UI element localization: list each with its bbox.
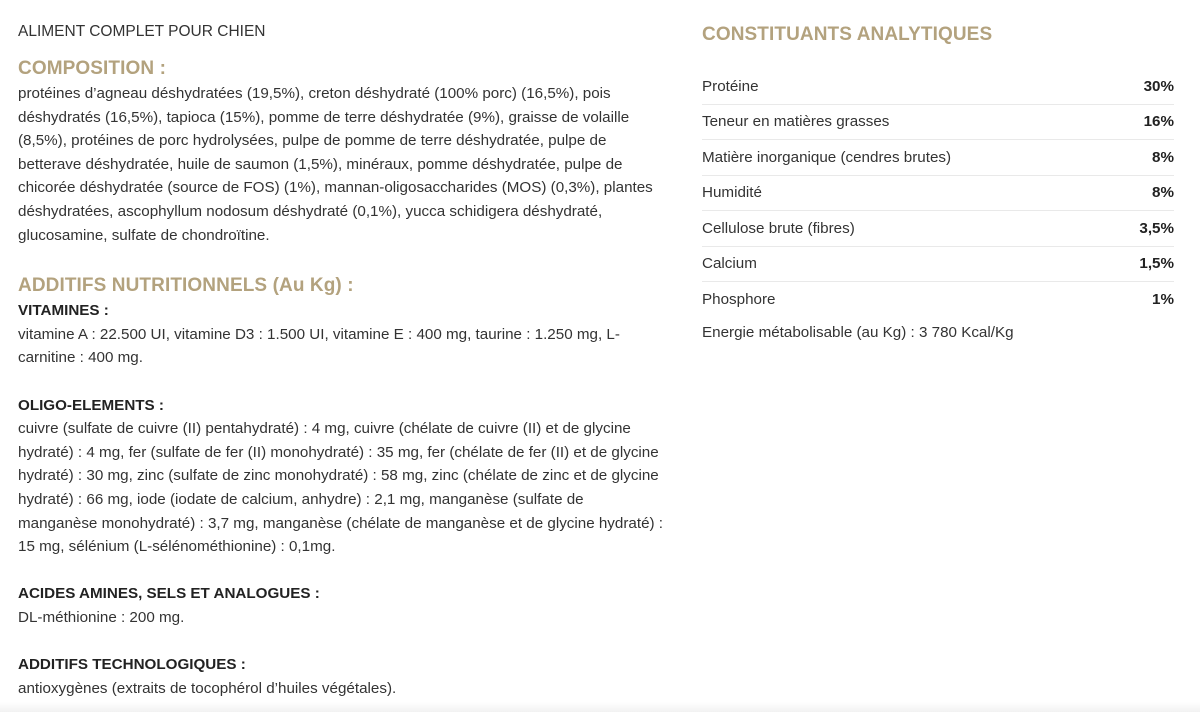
constituent-label: Teneur en matières grasses [702,104,1116,140]
vitamines-heading: VITAMINES : [18,302,109,320]
constituent-value: 1,5% [1116,246,1174,282]
constituent-value: 8% [1116,175,1174,211]
composition-line: protéines d’agneau déshydratées (19,5%), creton déshydraté (100% porc) (16,5%), pois [18,85,611,102]
analytics-table [702,69,1174,317]
composition-line: déshydratés (16,5%), tapioca (15%), pomme de terre déshydratée (9%), graisse de volaille [18,108,630,126]
composition-line: glucosamine, sulfate de chondroïtine. [18,226,270,244]
constituent-value: 8% [1116,140,1174,176]
techno-line: antioxygènes (extraits de tocophérol d’huiles végétales). [18,679,397,697]
oligo-line: hydraté) : 30 mg, zinc (sulfate de zinc monohydraté) : 58 mg, zinc (chélate de zinc et de glycine [18,467,659,485]
table-row [702,69,1174,104]
constituent-value: 1% [1152,290,1174,308]
oligo-line: 15 mg, sélénium (L-sélénométhionine) : 0,1mg. [18,538,336,556]
constituent-value: 16% [1116,104,1174,140]
vitamines-block [18,299,690,370]
composition-line: déshydratées, ascophyllum nodosum déshydraté (0,1%), yucca schidigera déshydraté, [18,202,603,220]
oligo-heading: OLIGO-ELEMENTS : [18,396,164,414]
table-row [702,282,1174,317]
oligo-line: hydraté) : 66 mg, iode (iodate de calcium, anhydre) : 2,1 mg, manganèse (sulfate de [18,490,584,508]
techno-block [18,653,690,700]
composition-line: chicorée déshydratée (source de FOS) (1%), mannan-oligosaccharides (MOS) (0,3%), plantes [18,179,653,197]
analytics-title: CONSTITUANTS ANALYTIQUES [702,24,993,45]
analytics-column [702,20,1174,359]
spacer [18,629,690,653]
table-row [702,104,1174,140]
constituent-label: Calcium [702,246,1116,282]
constituent-label: Protéine [702,69,1116,104]
techno-heading: ADDITIFS TECHNOLOGIQUES : [18,656,246,674]
composition-line: (8,5%), protéines de porc hydrolysées, pulpe de pomme de terre déshydratée, pulpe de [18,132,607,150]
composition-column [18,20,690,700]
energy-text: Energie métabolisable (au Kg) : 3 780 Kcal/Kg [702,323,1014,341]
table-row [702,211,1174,247]
table-row [702,175,1174,211]
composition-line: betterave déshydratée, huile de saumon (1,5%), minéraux, pomme déshydratée, pulpe de [18,155,623,173]
oligo-block [18,394,690,559]
constituent-value: 3,5% [1116,211,1174,247]
spacer [18,559,690,583]
constituent-value: 30% [1116,69,1174,104]
spacer [18,370,690,394]
vitamines-line: carnitine : 400 mg. [18,349,143,367]
oligo-line: manganèse monohydraté) : 3,7 mg, manganèse (chélate de manganèse et de glycine hydraté) : [18,514,664,532]
composition-title: COMPOSITION : [18,58,167,79]
constituent-label: Humidité [702,175,1116,211]
constituent-label: Cellulose brute (fibres) [702,211,1116,247]
table-row [702,246,1174,282]
constituent-label: Matière inorganique (cendres brutes) [702,140,1116,176]
product-type: ALIMENT COMPLET POUR CHIEN [18,23,266,40]
constituent-label: Phosphore [702,290,776,308]
composition-text [18,82,690,247]
additifs-title: ADDITIFS NUTRITIONNELS (Au Kg) : [18,275,354,297]
acides-block [18,582,690,629]
table-row [702,140,1174,176]
oligo-line: cuivre (sulfate de cuivre (II) pentahydraté) : 4 mg, cuivre (chélate de cuivre (II) et de glycine [18,420,631,438]
bottom-fade [0,702,1200,712]
acides-line: DL-méthionine : 200 mg. [18,608,185,626]
acides-heading: ACIDES AMINES, SELS ET ANALOGUES : [18,585,320,603]
vitamines-line: vitamine A : 22.500 UI, vitamine D3 : 1.500 UI, vitamine E : 400 mg, taurine : 1.250 mg, L- [18,325,620,343]
oligo-line: hydraté) : 4 mg, fer (sulfate de fer (II) monohydraté) : 35 mg, fer (chélate de fer (II) et de glycine [18,443,659,461]
